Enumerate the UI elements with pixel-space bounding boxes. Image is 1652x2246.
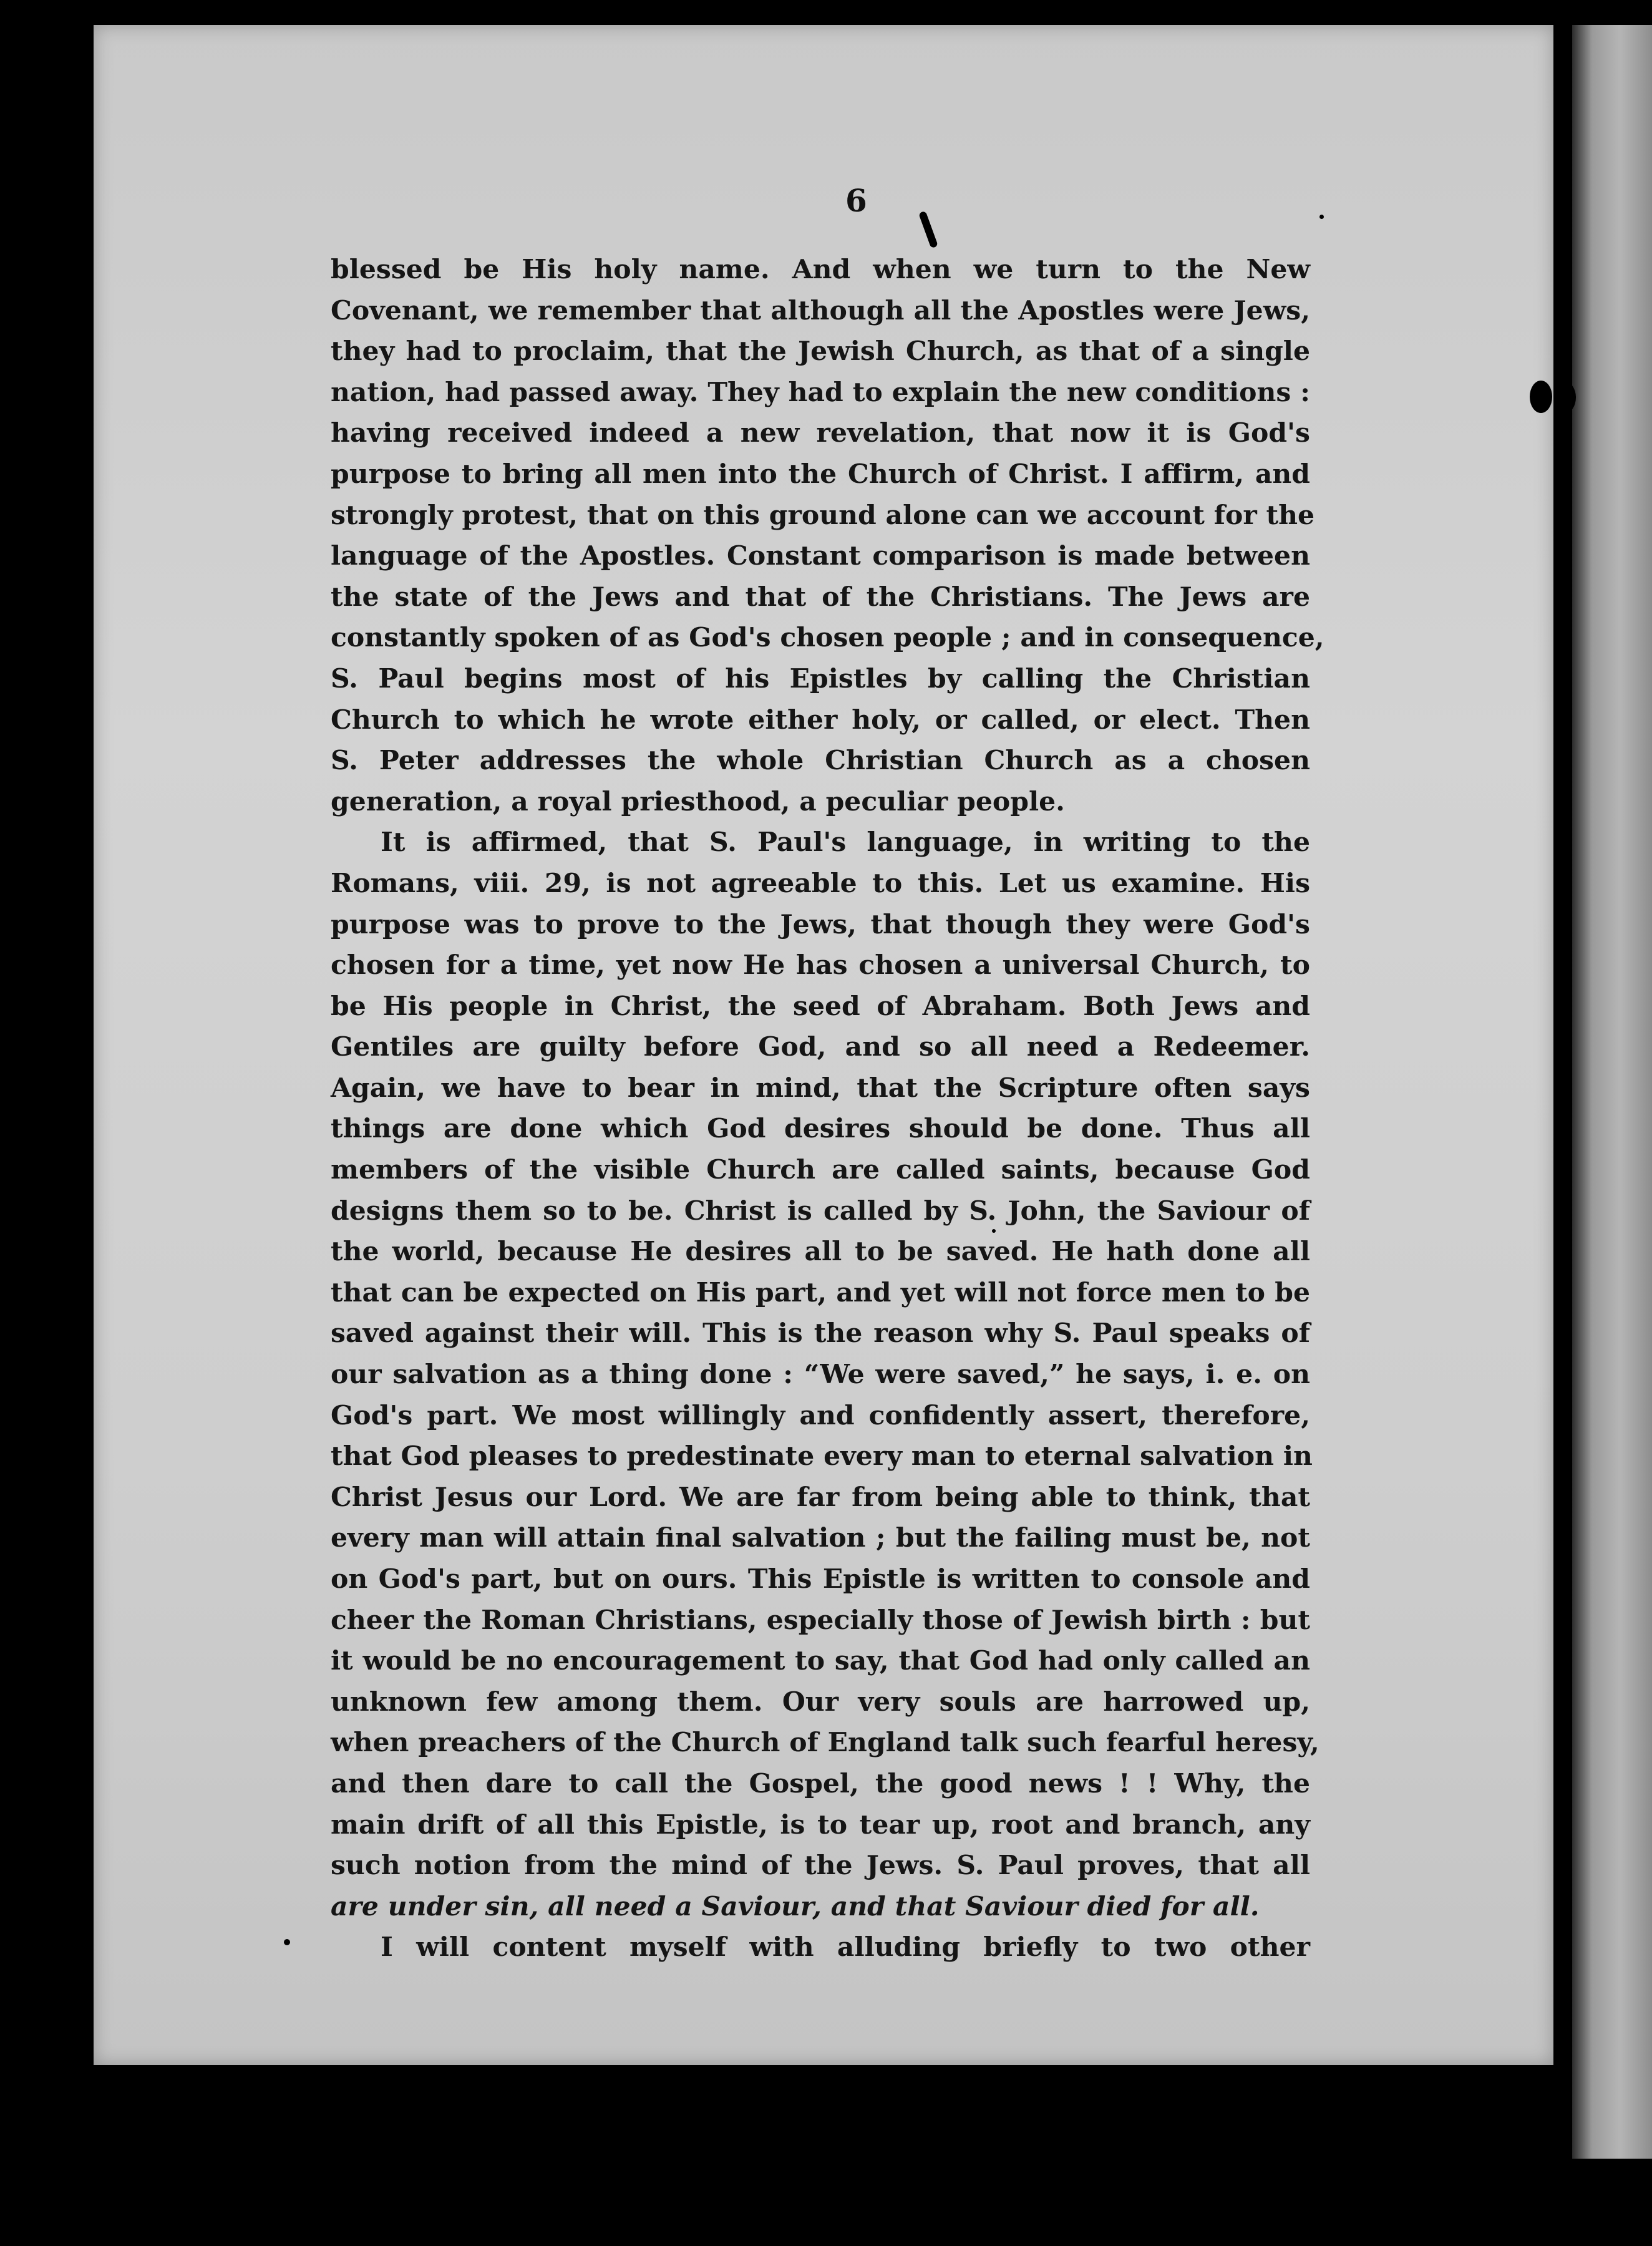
text-line: S. Peter addresses the whole Christian Church as a chosen xyxy=(331,745,1310,777)
text-line: It is affirmed, that S. Paul's language, in writing to the xyxy=(381,827,1310,858)
text-line: that God pleases to predestinate every man to eternal salvation in xyxy=(331,1441,1313,1472)
text-line: language of the Apostles. Constant comparison is made between xyxy=(331,540,1310,572)
text-line: are under sin, all need a Saviour, and that Saviour died for all. xyxy=(331,1890,1260,1922)
text-line: our salvation as a thing done : “We were saved,” he says, i. e. on xyxy=(331,1359,1310,1391)
binding-hole-mark xyxy=(1530,381,1552,413)
text-line: when preachers of the Church of England talk such fearful heresy, xyxy=(331,1727,1319,1759)
text-line: purpose was to prove to the Jews, that though they were God's xyxy=(331,908,1310,940)
text-line: such notion from the mind of the Jews. S. Paul proves, that all xyxy=(331,1850,1310,1882)
text-line: generation, a royal priesthood, a peculiar people. xyxy=(331,785,1065,817)
text-line: Romans, viii. 29, is not agreeable to this. Let us examine. His xyxy=(331,867,1310,899)
text-line: on God's part, but on ours. This Epistle is written to console and xyxy=(331,1563,1310,1595)
text-line: it would be no encouragement to say, that God had only called an xyxy=(331,1645,1310,1677)
text-line: designs them so to be. Christ is called by S. John, the Saviour of xyxy=(331,1195,1310,1227)
text-line: Gentiles are guilty before God, and so all need a Redeemer. xyxy=(331,1031,1310,1063)
body-text xyxy=(331,250,1324,1968)
text-line: the world, because He desires all to be saved. He hath done all xyxy=(331,1236,1310,1268)
text-line: unknown few among them. Our very souls are harrowed up, xyxy=(331,1686,1310,1718)
text-line: be His people in Christ, the seed of Abraham. Both Jews and xyxy=(331,990,1310,1022)
text-line: having received indeed a new revelation, that now it is God's xyxy=(331,417,1310,449)
ink-speck xyxy=(1319,215,1324,219)
text-line: Covenant, we remember that although all the Apostles were Jews, xyxy=(331,294,1310,326)
text-line: that can be expected on His part, and yet will not force men to be xyxy=(331,1276,1310,1308)
paragraph xyxy=(331,1927,1310,1968)
text-line: nation, had passed away. They had to explain the new conditions : xyxy=(331,376,1310,408)
binding-hole-mark-right xyxy=(1555,382,1576,413)
text-line: blessed be His holy name. And when we turn to the New xyxy=(331,254,1310,285)
text-line: S. Paul begins most of his Epistles by calling the Christian xyxy=(331,663,1310,694)
page-number: 6 xyxy=(845,182,867,219)
text-line: chosen for a time, yet now He has chosen a universal Church, to xyxy=(331,950,1310,981)
text-line: the state of the Jews and that of the Christians. The Jews are xyxy=(331,581,1310,613)
text-line: main drift of all this Epistle, is to tear up, root and branch, any xyxy=(331,1809,1310,1840)
text-line: saved against their will. This is the reason why S. Paul speaks of xyxy=(331,1318,1310,1349)
text-line: Christ Jesus our Lord. We are far from being able to think, that xyxy=(331,1481,1310,1513)
text-line: cheer the Roman Christians, especially those of Jewish birth : but xyxy=(331,1604,1310,1636)
ink-speck xyxy=(284,1939,290,1945)
paragraph xyxy=(331,822,1319,1927)
text-line: Again, we have to bear in mind, that the Scripture often says xyxy=(331,1072,1310,1104)
text-line: Church to which he wrote either holy, or called, or elect. Then xyxy=(331,704,1310,736)
text-line: purpose to bring all men into the Church of Christ. I affirm, and xyxy=(331,458,1310,490)
paragraph xyxy=(331,250,1324,822)
text-line: members of the visible Church are called saints, because God xyxy=(331,1154,1310,1186)
text-line: strongly protest, that on this ground alone can we account for the xyxy=(331,499,1315,531)
text-line: and then dare to call the Gospel, the good news ! ! Why, the xyxy=(331,1767,1310,1799)
text-line: constantly spoken of as God's chosen people ; and in consequence, xyxy=(331,622,1324,654)
adjacent-page-edge xyxy=(1572,25,1652,2159)
text-line: they had to proclaim, that the Jewish Church, as that of a single xyxy=(331,336,1310,367)
text-line: every man will attain final salvation ; but the failing must be, not xyxy=(331,1522,1310,1554)
text-line: I will content myself with alluding briefly to two other xyxy=(381,1932,1310,1963)
text-line: God's part. We most willingly and confidently assert, therefore, xyxy=(331,1399,1310,1431)
text-line: things are done which God desires should be done. Thus all xyxy=(331,1113,1310,1145)
